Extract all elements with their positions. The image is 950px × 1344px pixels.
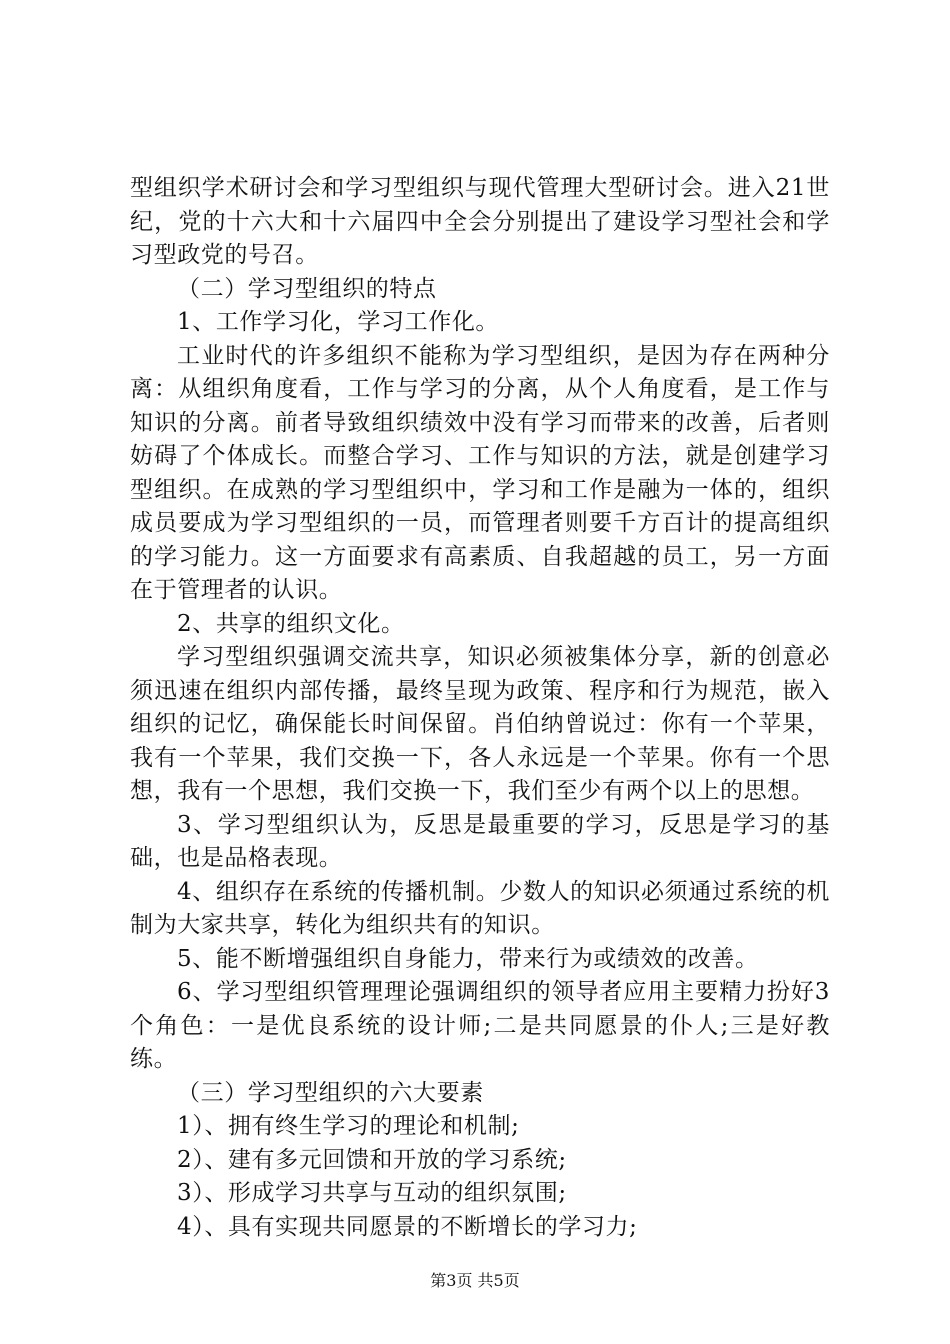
element-4: 4）、具有实现共同愿景的不断增长的学习力; (177, 1213, 638, 1240)
point-1-body: 工业时代的许多组织不能称为学习型组织，是因为存在两种分离：从组织角度看，工作与学习的分离，从个人角度看，是工作与知识的分离。前者导致组织绩效中没有学习而带来的改善，后者则妨碍了个体成长。而整合学习、工作与知识的方法，就是创建学习型组织。在成熟的学习型组织中，学习和工作是融为一体的，组织成员要成为学习型组织的一员，而管理者则要千方百计的提高组织的学习能力。这一方面要求有高素质、自我超越的员工，另一方面在于管理者的认识。 (130, 342, 830, 603)
heading-six-elements: （三）学习型组织的六大要素 (177, 1079, 484, 1106)
point-2-heading: 2、共享的组织文化。 (177, 610, 405, 637)
page-number-footer: 第3页 共5页 (430, 1271, 520, 1290)
point-5: 5、能不断增强组织自身能力，带来行为或绩效的改善。 (177, 945, 759, 972)
point-6: 6、学习型组织管理理论强调组织的领导者应用主要精力扮好3个角色：一是优良系统的设计师;二是共同愿景的仆人;三是好教练。 (130, 979, 830, 1072)
element-3: 3）、形成学习共享与互动的组织氛围; (177, 1180, 567, 1206)
point-1-heading: 1、工作学习化，学习工作化。 (177, 309, 500, 335)
paragraph-intro: 型组织学术研讨会和学习型组织与现代管理大型研讨会。进入21世纪，党的十六大和十六届四中全会分别提出了建设学习型社会和学习型政党的号召。 (130, 175, 830, 268)
point-2-body: 学习型组织强调交流共享，知识必须被集体分享，新的创意必须迅速在组织内部传播，最终呈现为政策、程序和行为规范，嵌入组织的记忆，确保能长时间保留。肖伯纳曾说过：你有一个苹果，我有一个苹果，我们交换一下，各人永远是一个苹果。你有一个思想，我有一个思想，我们交换一下，我们至少有两个以上的思想。 (130, 644, 830, 804)
heading-characteristics: （二）学习型组织的特点 (177, 275, 437, 302)
document-body (130, 172, 830, 1244)
point-3: 3、学习型组织认为，反思是最重要的学习，反思是学习的基础，也是品格表现。 (130, 811, 830, 871)
element-2: 2）、建有多元回馈和开放的学习系统; (177, 1146, 567, 1173)
point-4: 4、组织存在系统的传播机制。少数人的知识必须通过系统的机制为大家共享，转化为组织共有的知识。 (130, 878, 830, 938)
element-1: 1）、拥有终生学习的理论和机制; (177, 1113, 520, 1139)
